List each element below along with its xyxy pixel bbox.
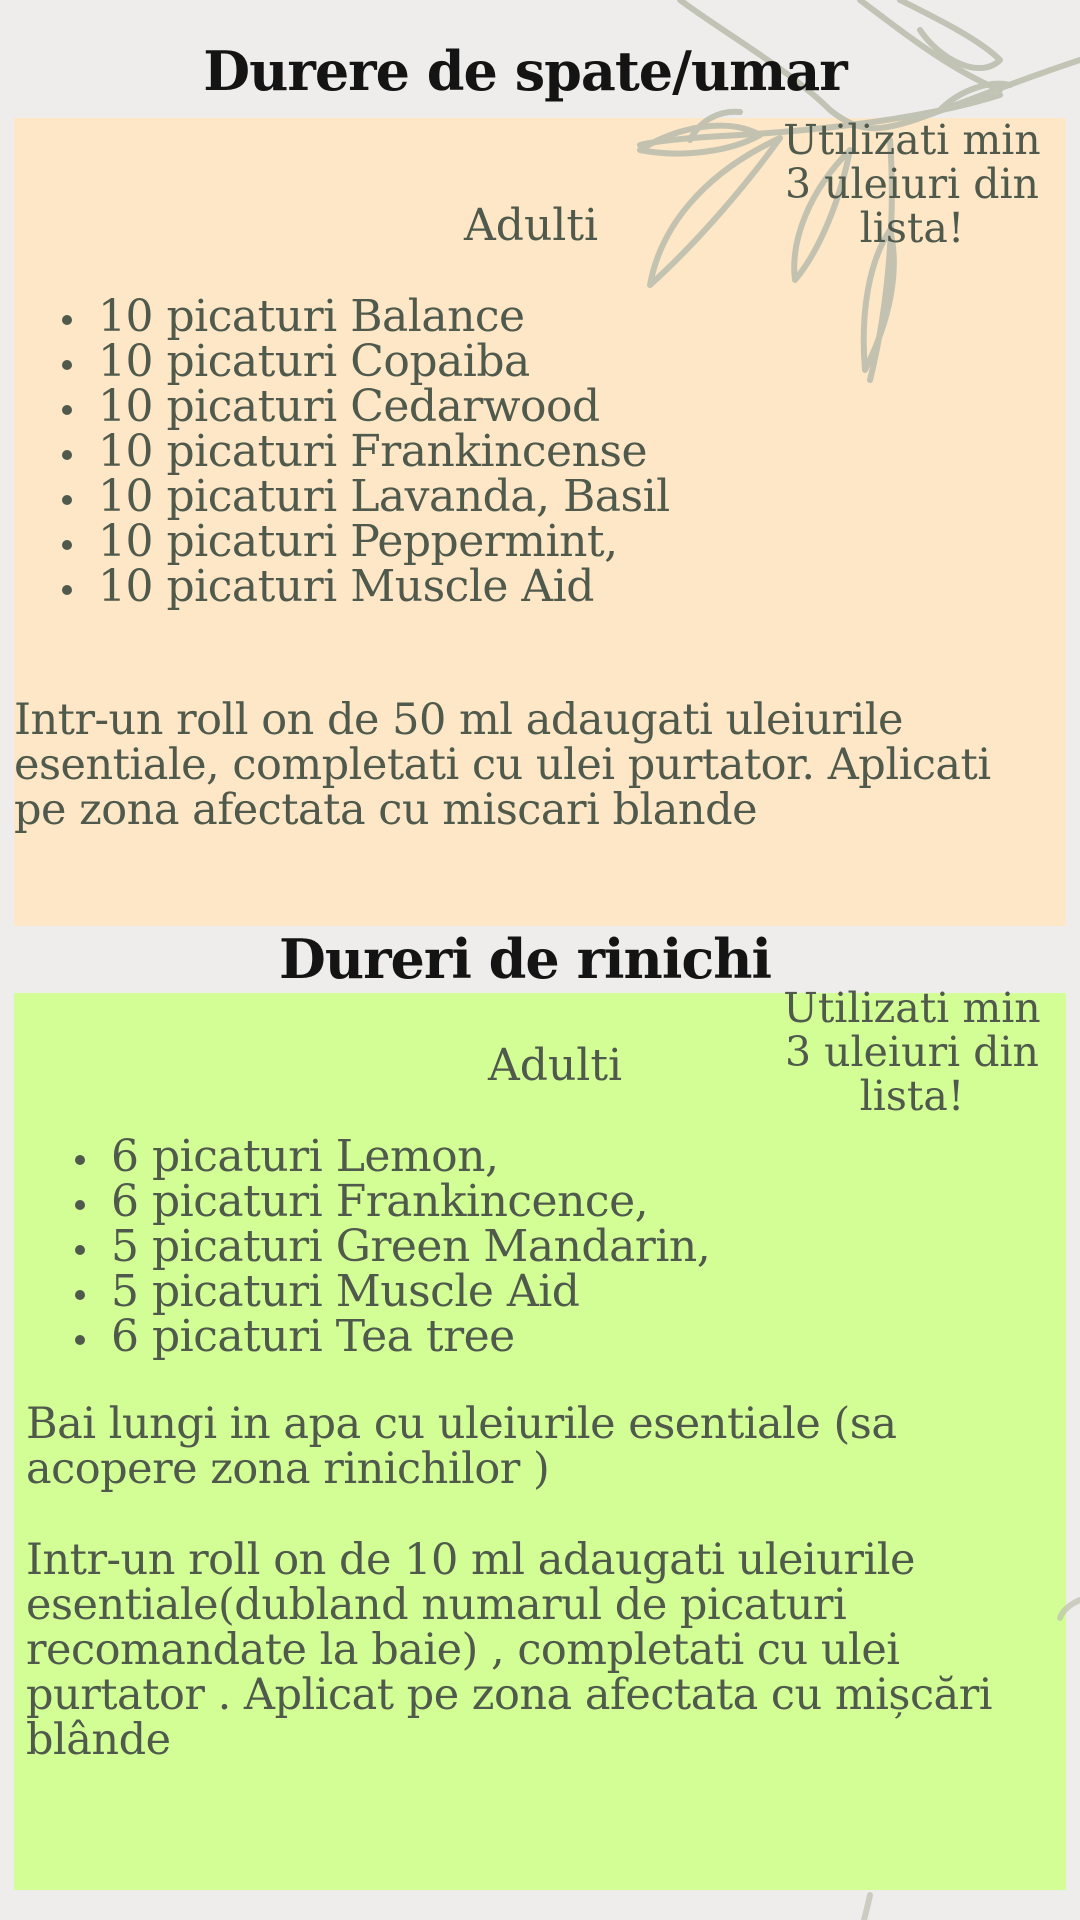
ingredient-list	[62, 291, 670, 612]
list-item: 10 picaturi Balance	[62, 294, 670, 339]
usage-note: Utilizati min 3 uleiuri din lista!	[783, 116, 1041, 252]
section-title-back-shoulder: Durere de spate/umar	[203, 39, 847, 103]
list-item: 5 picaturi Muscle Aid	[75, 1269, 710, 1314]
section-title-kidney: Dureri de rinichi	[279, 927, 771, 991]
audience-label: Adulti	[488, 1040, 623, 1091]
list-item: 6 picaturi Lemon,	[75, 1134, 710, 1179]
instructions-paragraph: Intr-un roll on de 50 ml adaugati uleiurile esentiale, completati cu ulei purtator. Aplicati pe zona afectata cu miscari blande	[14, 695, 991, 835]
ingredient-list	[75, 1131, 711, 1362]
bath-instructions-paragraph: Bai lungi in apa cu uleiurile esentiale (sa acopere zona rinichilor )	[26, 1399, 897, 1494]
rollon-instructions-paragraph: Intr-un roll on de 10 ml adaugati uleiurile esentiale(dubland numarul de picaturi recomandate la baie) , completati cu ulei purtator . Aplicat pe zona afectata cu mișcări blânde	[26, 1535, 992, 1765]
list-item: 6 picaturi Tea tree	[75, 1314, 710, 1359]
list-item: 10 picaturi Lavanda, Basil	[62, 474, 670, 519]
list-item: 6 picaturi Frankincence,	[75, 1179, 710, 1224]
list-item: 10 picaturi Peppermint,	[62, 519, 670, 564]
list-item: 10 picaturi Copaiba	[62, 339, 670, 384]
usage-note: Utilizati min 3 uleiuri din lista!	[783, 984, 1041, 1120]
list-item: 10 picaturi Muscle Aid	[62, 564, 670, 609]
audience-label: Adulti	[464, 200, 599, 251]
list-item: 5 picaturi Green Mandarin,	[75, 1224, 710, 1269]
list-item: 10 picaturi Cedarwood	[62, 384, 670, 429]
list-item: 10 picaturi Frankincense	[62, 429, 670, 474]
